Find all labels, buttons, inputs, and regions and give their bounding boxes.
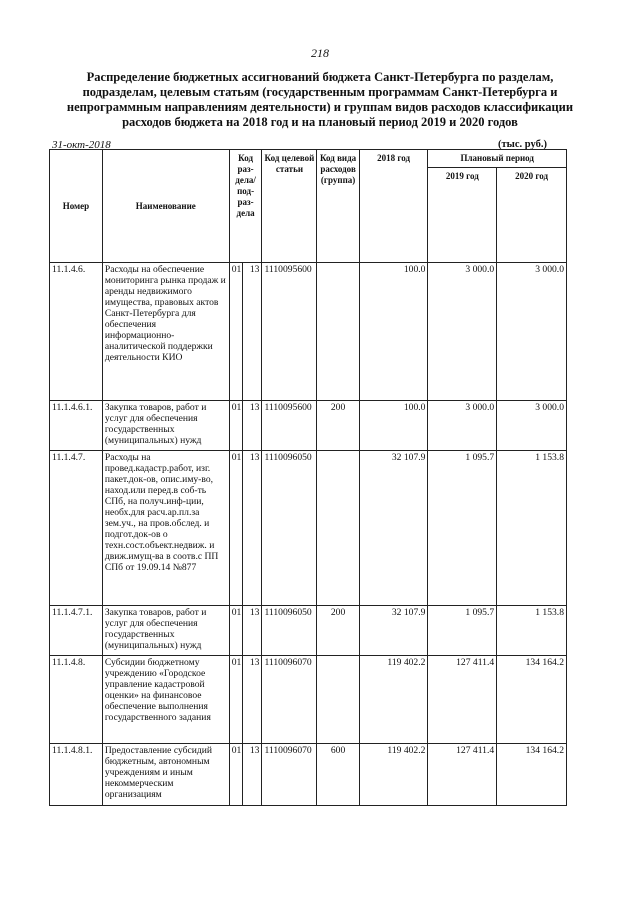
header-type-code: Код вида расходов (группа) — [317, 150, 359, 263]
table-row — [50, 656, 567, 744]
row-2018: 100.0 — [359, 263, 428, 401]
row-target: 1110095600 — [262, 401, 317, 451]
table-row — [50, 744, 567, 806]
budget-table — [49, 149, 567, 806]
row-section: 01 — [229, 263, 243, 401]
row-type — [317, 451, 359, 606]
row-name: Субсидии бюджетному учреждению «Городское управление кадастровой оценки» на финансовое обеспечение выполнения государственного задания — [102, 656, 229, 744]
table-row — [50, 401, 567, 451]
row-section: 01 — [229, 606, 243, 656]
row-2020: 3 000.0 — [497, 263, 567, 401]
table-row — [50, 263, 567, 401]
units-label: (тыс. руб.) — [498, 139, 547, 150]
row-subsection: 13 — [243, 606, 262, 656]
row-2018: 119 402.2 — [359, 656, 428, 744]
row-target: 1110096050 — [262, 451, 317, 606]
row-number: 11.1.4.6. — [50, 263, 103, 401]
row-section: 01 — [229, 451, 243, 606]
header-section-code: Код раз-дела/ под-раз-дела — [229, 150, 262, 263]
row-2020: 134 164.2 — [497, 656, 567, 744]
row-2019: 127 411.4 — [428, 744, 497, 806]
row-target: 1110096070 — [262, 744, 317, 806]
table-row — [50, 606, 567, 656]
row-subsection: 13 — [243, 263, 262, 401]
row-2020: 1 153.8 — [497, 451, 567, 606]
row-name: Закупка товаров, работ и услуг для обеспечения государственных (муниципальных) нужд — [102, 606, 229, 656]
row-type: 600 — [317, 744, 359, 806]
row-name: Расходы на провед.кадастр.работ, изг. пакет.док-ов, опис.иму-во, наход.или перед.в соб-ть СПб, на получ.инф-ции, необх.для расч.ар.пл.за зем.уч., на пров.обслед. и подгот.док-ов о техн.сост.объект.недвиж. и движ.имущ-ва в соотв.с ПП СПб от 19.09.14 №877 — [102, 451, 229, 606]
row-2018: 32 107.9 — [359, 451, 428, 606]
row-number: 11.1.4.7.1. — [50, 606, 103, 656]
row-2019: 1 095.7 — [428, 606, 497, 656]
row-target: 1110095600 — [262, 263, 317, 401]
row-number: 11.1.4.8. — [50, 656, 103, 744]
row-2020: 1 153.8 — [497, 606, 567, 656]
row-target: 1110096070 — [262, 656, 317, 744]
row-target: 1110096050 — [262, 606, 317, 656]
row-2018: 119 402.2 — [359, 744, 428, 806]
row-number: 11.1.4.8.1. — [50, 744, 103, 806]
row-name: Расходы на обеспечение мониторинга рынка продаж и аренды недвижимого имущества, правовых актов Санкт-Петербурга для обеспечения информационно-аналитической поддержки деятельности КИО — [102, 263, 229, 401]
row-section: 01 — [229, 656, 243, 744]
row-2020: 134 164.2 — [497, 744, 567, 806]
row-2019: 3 000.0 — [428, 401, 497, 451]
row-name: Закупка товаров, работ и услуг для обеспечения государственных (муниципальных) нужд — [102, 401, 229, 451]
row-subsection: 13 — [243, 401, 262, 451]
table-row — [50, 451, 567, 606]
row-2019: 127 411.4 — [428, 656, 497, 744]
header-name: Наименование — [102, 150, 229, 263]
row-number: 11.1.4.7. — [50, 451, 103, 606]
row-number: 11.1.4.6.1. — [50, 401, 103, 451]
row-2018: 32 107.9 — [359, 606, 428, 656]
header-plan-period: Плановый период — [428, 150, 567, 168]
row-section: 01 — [229, 401, 243, 451]
header-2019: 2019 год — [428, 168, 497, 263]
row-section: 01 — [229, 744, 243, 806]
row-type: 200 — [317, 606, 359, 656]
row-type: 200 — [317, 401, 359, 451]
row-type — [317, 656, 359, 744]
row-subsection: 13 — [243, 656, 262, 744]
header-number: Номер — [50, 150, 103, 263]
header-2018: 2018 год — [359, 150, 428, 263]
page-number: 218 — [311, 46, 329, 60]
row-subsection: 13 — [243, 451, 262, 606]
row-name: Предоставление субсидий бюджетным, автономным учреждениям и иным некоммерческим организациям — [102, 744, 229, 806]
document-date: 31-окт-2018 — [52, 139, 111, 151]
row-type — [317, 263, 359, 401]
row-2019: 1 095.7 — [428, 451, 497, 606]
row-2020: 3 000.0 — [497, 401, 567, 451]
header-target-code: Код целевой статьи — [262, 150, 317, 263]
header-2020: 2020 год — [497, 168, 567, 263]
row-2019: 3 000.0 — [428, 263, 497, 401]
document-title: Распределение бюджетных ассигнований бюджета Санкт-Петербурга по разделам, подразделам, целевым статьям (государственным программам Санкт-Петербурга и непрограммным направлениям деятельности) и группам видов расходов классификации расходов бюджета на 2018 год и на плановый период 2019 и 2020 годов — [66, 70, 574, 129]
row-subsection: 13 — [243, 744, 262, 806]
row-2018: 100.0 — [359, 401, 428, 451]
